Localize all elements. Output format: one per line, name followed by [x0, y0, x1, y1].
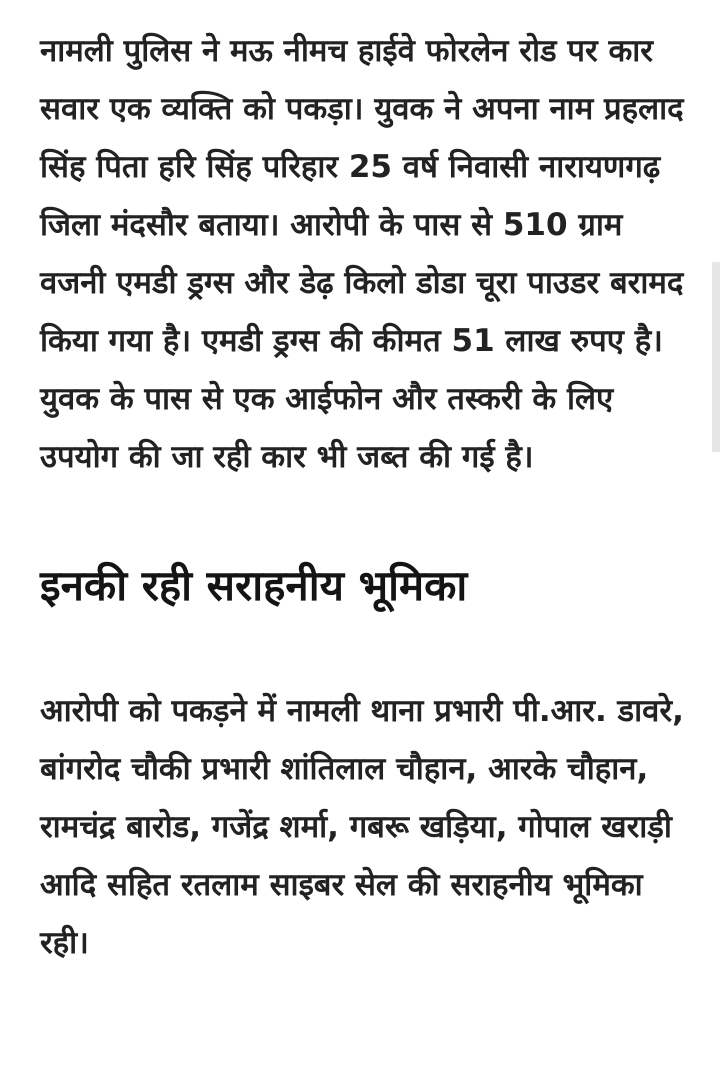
article-paragraph-credits: आरोपी को पकड़ने में नामली थाना प्रभारी पी.आर. डावरे, बांगरोद चौकी प्रभारी शांतिलाल चौहान, आरके चौहान, रामचंद्र बारोड, गजेंद्र शर्मा, गबरू खड़िया, गोपाल खराड़ी आदि सहित रतलाम साइबर सेल की सराहनीय भूमिका रही। — [40, 693, 684, 961]
page-scrollbar[interactable] — [710, 0, 720, 1073]
article-body — [40, 22, 690, 972]
scrollbar-thumb[interactable] — [712, 262, 720, 452]
article-paragraph-arrest: नामली पुलिस ने मऊ नीमच हाईवे फोरलेन रोड पर कार सवार एक व्यक्ति को पकड़ा। युवक ने अपना नाम प्रहलाद सिंह पिता हरि सिंह परिहार 25 वर्ष निवासी नारायणगढ़ जिला मंदसौर बताया। आरोपी के पास से 510 ग्राम वजनी एमडी ड्रग्स और डेढ़ किलो डोडा चूरा पाउडर बरामद किया गया है। एमडी ड्रग्स की कीमत 51 लाख रुपए है। युवक के पास से एक आईफोन और तस्करी के लिए उपयोग की जा रही कार भी जब्त की गई है। — [40, 33, 684, 475]
section-heading: इनकी रही सराहनीय भूमिका — [40, 561, 468, 610]
